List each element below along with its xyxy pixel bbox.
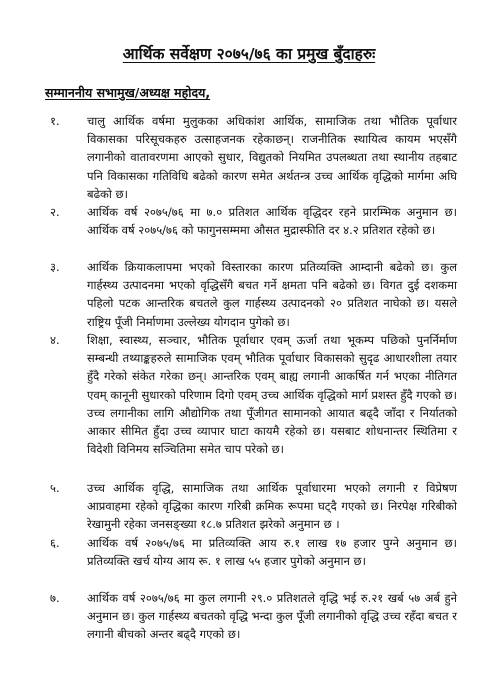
item-number: ६.	[50, 536, 60, 550]
item-text: आर्थिक वर्ष २०७५/७६ मा कुल लगानी २९.० प्रतिशतले वृद्धि भई रु.२१ खर्ब ५७ अर्ब हुने अनुमान छ। कुल गार्हस्थ्य बचतको वृद्धि भन्दा कुल पूँजी लगानीको वृद्धि उच्च रहँदा बचत र लगानी बीचको अन्तर बढ्दै गएको छ।	[87, 591, 457, 642]
item-text: चालु आर्थिक वर्षमा मुलुकका अधिकांश आर्थिक, सामाजिक तथा भौतिक पूर्वाधार विकासका परिसूचकहरु उत्साहजनक रहेकाछन्। राजनीतिक स्थायित्व कायम भएसँगै लगानीको वातावरणमा आएको सुधार, विद्युतको नियमित उपलब्धता तथा स्थानीय तहबाट पनि विकासका गतिविधि बढेको कारण समेत अर्थतन्त्र उच्च आर्थिक वृद्धिको मार्गमा अघि बढेको छ।	[87, 114, 457, 201]
page-title: आर्थिक सर्वेक्षण २०७५/७६ का प्रमुख बुँदाहरुः	[122, 45, 376, 63]
item-number: २.	[50, 205, 60, 219]
item-text: उच्च आर्थिक वृद्धि, सामाजिक तथा आर्थिक पूर्वाधारमा भएको लगानी र विप्रेषण आप्रवाहमा रहेको वृद्धिका कारण गरिबी क्रमिक रूपमा घट्दै गएको छ। निरपेक्ष गरिबीको रेखामुनी रहेका जनसङ्ख्या १८.७ प्रतिशत झरेको अनुमान छ ।	[87, 481, 457, 532]
item-text: आर्थिक क्रियाकलापमा भएको विस्तारका कारण प्रतिव्यक्ति आम्दानी बढेको छ। कुल गार्हस्थ्य उत्पादनमा भएको वृद्धिसँगै बचत गर्ने क्षमता पनि बढेको छ। विगत दुई दशकमा पहिलो पटक आन्तरिक बचतले कुल गार्हस्थ्य उत्पादनको २० प्रतिशत नाघेको छ। यसले राष्ट्रिय पूँजी निर्माणमा उल्लेख्य योगदान पुगेको छ।	[87, 260, 457, 329]
item-text: शिक्षा, स्वास्थ्य, सञ्चार, भौतिक पूर्वाधार एवम् ऊर्जा तथा भूकम्प पछिको पुनर्निर्माण सम्बन्धी तथ्याङ्कहरुले सामाजिक एवम् भौतिक पूर्वाधार विकासको सुदृढ आधारशीला तयार हुँदै गरेको संकेत गरेका छन्। आन्तरिक एवम् बाह्य लगानी आकर्षित गर्न भएका नीतिगत एवम् कानूनी सुधारको परिणाम दिगो एवम् उच्च आर्थिक वृद्धिको मार्ग प्रशस्त हुँदै गएको छ। उच्च लगानीका लागि औद्योगिक तथा पूँजीगत सामानको आयात बढ्दै जाँदा र निर्यातको आकार सीमित हुँदा उच्च व्यापार घाटा कायमै रहेको छ। यसबाट शोधनान्तर स्थितिमा र विदेशी विनिमय सञ्चितिमा समेत चाप परेको छ।	[87, 333, 457, 457]
item-number: १.	[50, 114, 60, 128]
item-number: ४.	[50, 333, 60, 347]
item-number: ५.	[50, 481, 60, 495]
item-number: ७.	[50, 591, 60, 605]
item-number: ३.	[50, 260, 60, 274]
item-text: आर्थिक वर्ष २०७५/७६ मा ७.० प्रतिशत आर्थिक वृद्धिदर रहने प्रारम्भिक अनुमान छ। आर्थिक वर्ष २०७५/७६ को फागुनसम्ममा औसत मुद्रास्फीति दर ४.२ प्रतिशत रहेको छ।	[87, 205, 457, 238]
salutation: सम्माननीय सभामुख/अध्यक्ष महोदय,	[45, 85, 211, 100]
item-text: आर्थिक वर्ष २०७५/७६ मा प्रतिव्यक्ति आय रु.१ लाख १७ हजार पुग्ने अनुमान छ। प्रतिव्यक्ति खर्च योग्य आय रू. १ लाख ५५ हजार पुगेको अनुमान छ।	[87, 536, 457, 569]
